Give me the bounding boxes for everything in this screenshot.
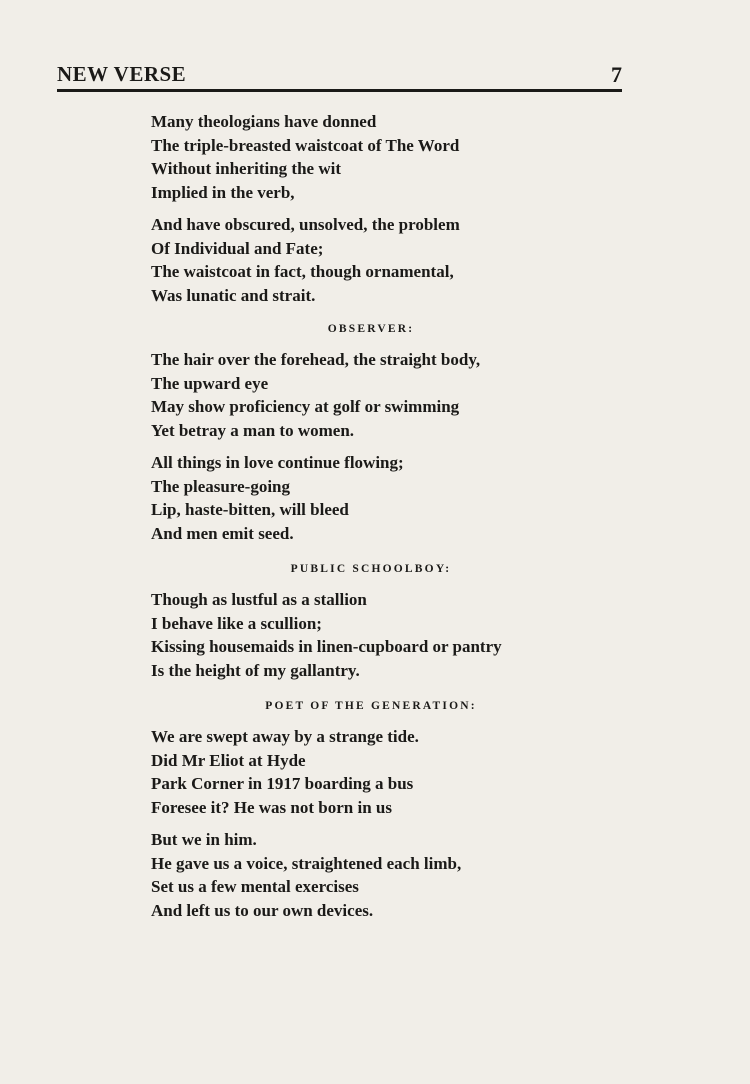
verse-line: I behave like a scullion;	[151, 613, 322, 633]
stanza	[151, 725, 591, 819]
running-head	[57, 62, 622, 90]
stanza	[151, 213, 591, 307]
verse-line: Foresee it? He was not born in us	[151, 797, 392, 817]
verse-line: We are swept away by a strange tide.	[151, 727, 419, 746]
stanza	[151, 451, 591, 545]
verse-line: Was lunatic and strait.	[151, 285, 316, 305]
page-number: 7	[611, 62, 622, 87]
verse-line: The hair over the forehead, the straight body,	[151, 350, 481, 369]
verse-line: Lip, haste-bitten, will bleed	[151, 500, 349, 519]
verse-line: All things in love continue flowing;	[151, 453, 404, 472]
verse-line: The waistcoat in fact, though ornamental,	[151, 262, 454, 281]
verse-line: May show proficiency at golf or swimming	[151, 397, 460, 416]
verse-line: Did Mr Eliot at Hyde	[151, 750, 306, 770]
verse-line: Kissing housemaids in linen-cupboard or pantry	[151, 637, 502, 656]
verse-line: The upward eye	[151, 373, 269, 393]
speaker-heading: PUBLIC SCHOOLBOY:	[290, 563, 452, 575]
verse-line: Though as lustful as a stallion	[151, 590, 367, 609]
verse-line: Set us a few mental exercises	[151, 877, 359, 896]
verse-line: And left us to our own devices.	[151, 900, 374, 920]
verse-line: The pleasure-going	[151, 476, 291, 496]
verse-line: Of Individual and Fate;	[151, 238, 324, 258]
stanza	[151, 348, 591, 442]
verse-line: The triple-breasted waistcoat of The Word	[151, 135, 460, 155]
journal-title: NEW VERSE	[57, 62, 187, 86]
header-rule	[57, 89, 622, 92]
verse-line: But we in him.	[151, 830, 257, 849]
stanza	[151, 588, 591, 682]
verse-line: Park Corner in 1917 boarding a bus	[151, 774, 414, 793]
speaker-heading: POET OF THE GENERATION:	[265, 700, 477, 712]
verse-line: Is the height of my gallantry.	[151, 660, 360, 680]
verse-line: He gave us a voice, straightened each limb,	[151, 853, 462, 873]
verse-line: Without inheriting the wit	[151, 159, 342, 178]
verse-line: Many theologians have donned	[151, 112, 377, 131]
poem-text	[151, 110, 591, 922]
speaker-heading: OBSERVER:	[327, 323, 415, 335]
verse-line: Implied in the verb,	[151, 182, 295, 202]
stanza	[151, 110, 591, 204]
verse-line: And have obscured, unsolved, the problem	[151, 215, 460, 234]
verse-line: Yet betray a man to women.	[151, 420, 355, 440]
stanza	[151, 828, 591, 922]
verse-line: And men emit seed.	[151, 523, 294, 543]
